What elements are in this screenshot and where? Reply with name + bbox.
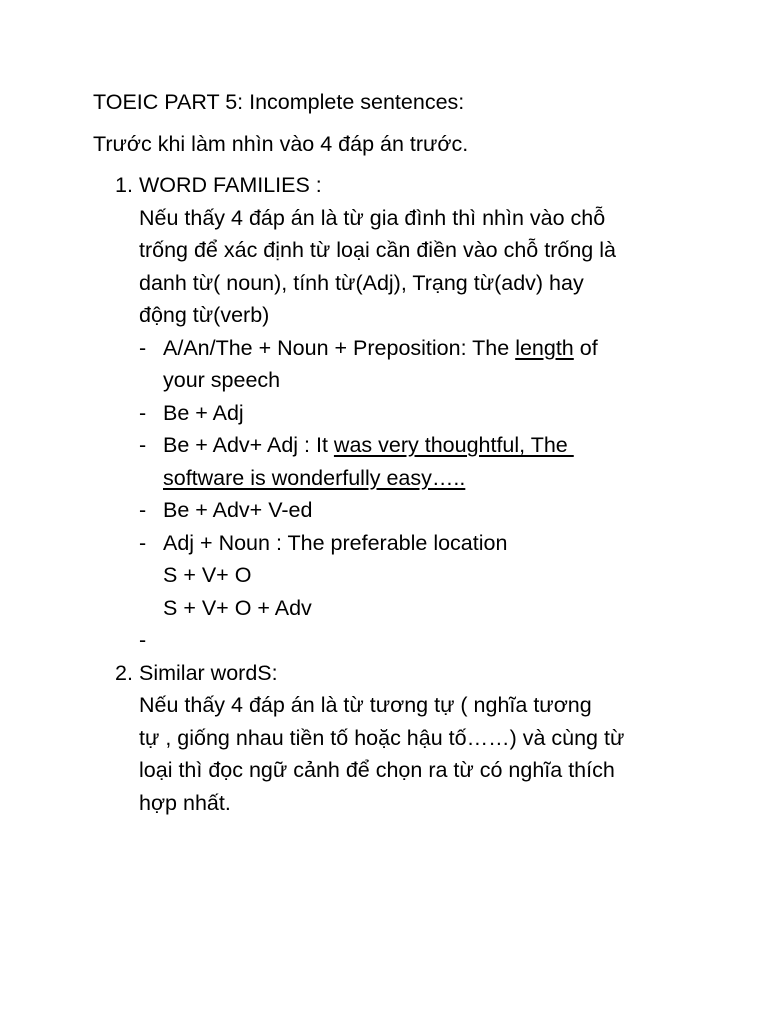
rule-line (163, 332, 693, 365)
intro-text: Trước khi làm nhìn vào 4 đáp án trước. (93, 131, 469, 156)
description-line: loại thì đọc ngữ cảnh để chọn ra từ có nghĩa thích (139, 758, 615, 782)
underlined-example: length (515, 335, 574, 360)
numbered-item-similar-words (93, 657, 693, 820)
rule-item (93, 527, 693, 560)
item-number: 2. (115, 660, 133, 685)
dash-bullet: - (139, 400, 147, 425)
item-number: 1. (115, 173, 133, 197)
dash-bullet: - (139, 530, 147, 555)
dash-bullet: - (139, 433, 147, 457)
dash-bullet: - (139, 498, 147, 522)
rule-text: of (573, 335, 598, 360)
description-line: động từ(verb) (139, 303, 270, 327)
rule-line: Adj + Noun : The preferable location (163, 530, 508, 555)
rule-line: Be + Adj (163, 400, 244, 425)
description-line: Nếu thấy 4 đáp án là từ gia đình thì nhìn vào chỗ (139, 205, 606, 230)
description-line: Nếu thấy 4 đáp án là từ tương tự ( nghĩa tương (139, 693, 592, 717)
section-heading: WORD FAMILIES : (139, 173, 322, 197)
rule-item (93, 332, 693, 397)
rule-line (163, 462, 693, 495)
pattern-line: S + V+ O + Adv (163, 595, 312, 620)
dash-bullet: - (139, 335, 147, 360)
rule-text: A/An/The + Noun + Preposition: The (163, 335, 516, 360)
description-line: danh từ( noun), tính từ(Adj), Trạng từ(adv) hay (139, 270, 584, 295)
empty-rule-item (93, 624, 693, 657)
underlined-example: software is wonderfully easy….. (163, 465, 466, 490)
pattern-line: S + V+ O (163, 563, 252, 587)
rule-line: your speech (163, 368, 281, 392)
rule-item (93, 494, 693, 527)
empty-line (163, 624, 693, 657)
rule-item (93, 397, 693, 430)
page-title: TOEIC PART 5: Incomplete sentences: (93, 90, 465, 114)
rule-item (93, 429, 693, 494)
rule-text: Be + Adv+ Adj : It (163, 433, 334, 457)
section-heading: Similar wordS: (139, 660, 278, 685)
underlined-example: was very thoughtful, The (333, 433, 574, 457)
numbered-item-word-families (93, 169, 693, 332)
description-line: tự , giống nhau tiền tố hoặc hậu tố……) và cùng từ (139, 725, 625, 750)
description-line: hợp nhất. (139, 790, 231, 815)
rule-line: Be + Adv+ V-ed (163, 498, 313, 522)
document-body (93, 86, 693, 819)
dash-bullet: - (139, 628, 147, 652)
description-line: trống để xác định từ loại cần điền vào chỗ trống là (139, 238, 616, 262)
rule-line (163, 429, 693, 462)
